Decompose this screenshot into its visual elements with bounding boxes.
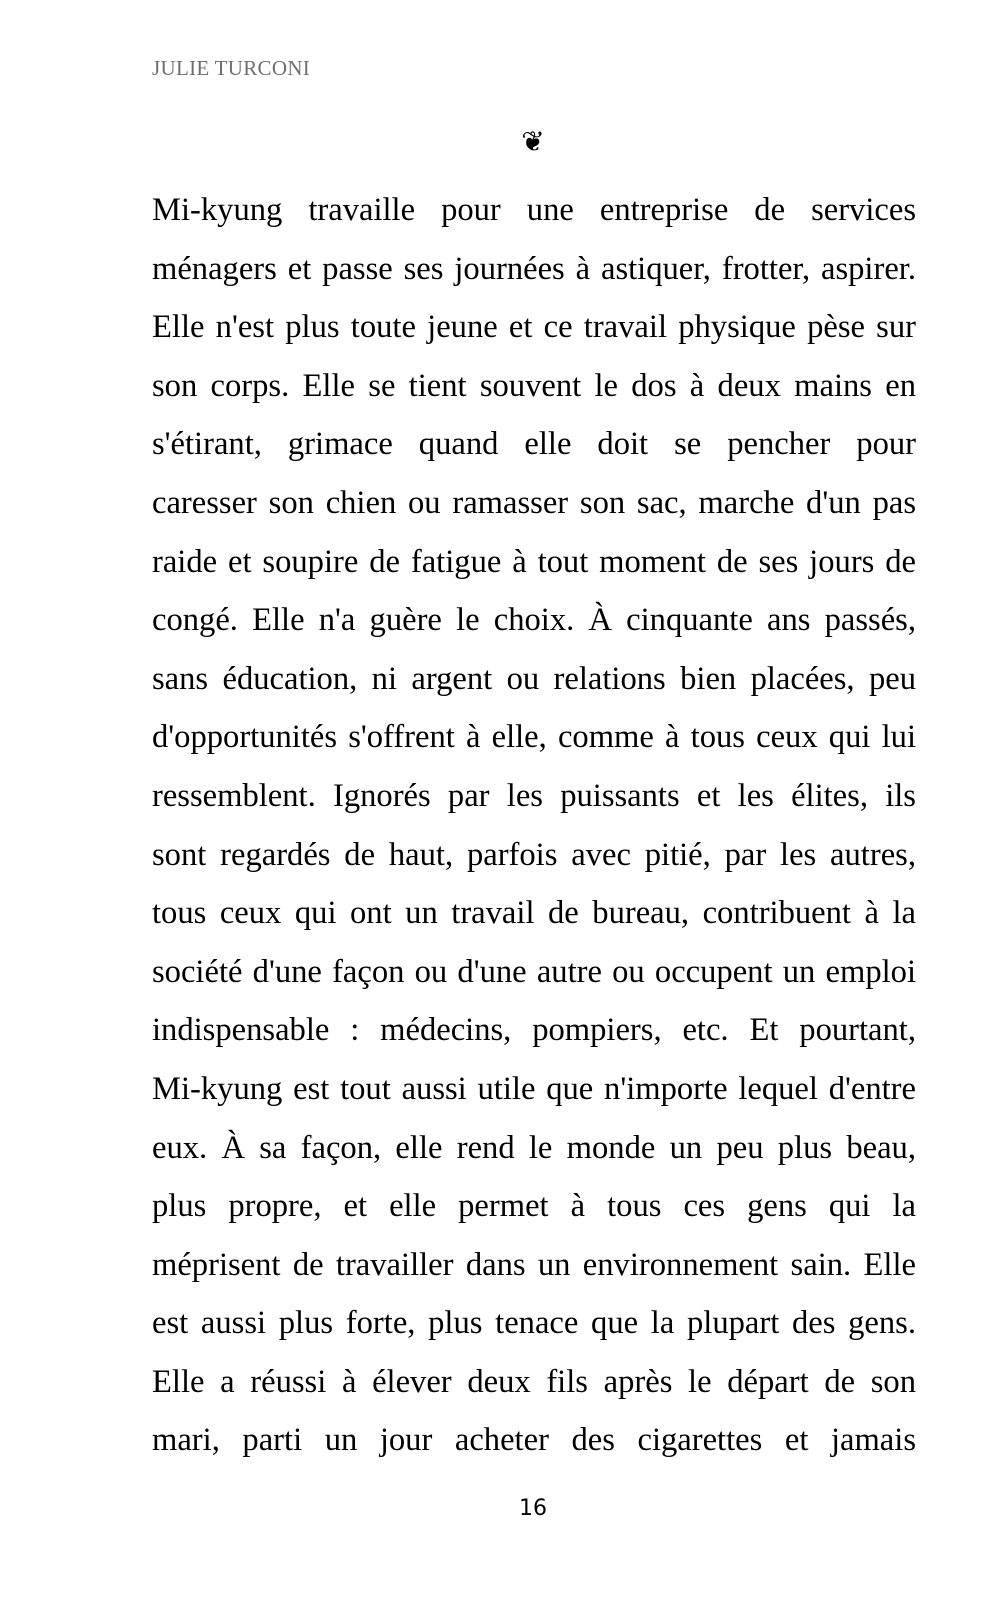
text-line: tous ceux qui ont un travail de bureau, contribuent à la [152,895,916,932]
text-line: Elle a réussi à élever deux fils après le départ de son [152,1363,916,1400]
text-line: ménagers et passe ses journées à astiquer, frotter, aspirer. [152,250,916,287]
text-line: eux. À sa façon, elle rend le monde un peu plus beau, [152,1129,916,1166]
text-line: caresser son chien ou ramasser son sac, marche d'un pas [152,484,916,521]
text-line: mari, parti un jour acheter des cigarettes et jamais [152,1422,916,1459]
text-line: ressemblent. Ignorés par les puissants et les élites, ils [152,777,916,814]
text-line: sont regardés de haut, parfois avec pitié, par les autres, [152,836,916,873]
page-number: 16 [519,1496,547,1521]
text-line: son corps. Elle se tient souvent le dos à deux mains en [152,367,916,404]
text-line: indispensable : médecins, pompiers, etc. Et pourtant, [152,1012,916,1049]
text-line: s'étirant, grimace quand elle doit se pencher pour [152,426,916,463]
text-line: raide et soupire de fatigue à tout moment de ses jours de [152,543,916,580]
text-line: est aussi plus forte, plus tenace que la plupart des gens. [152,1305,916,1342]
text-line: Mi-kyung travaille pour une entreprise de services [152,192,916,228]
text-line: sans éducation, ni argent ou relations bien placées, peu [152,660,916,697]
running-header-author: JULIE TURCONI [152,56,311,80]
text-line: méprisent de travailler dans un environnement sain. Elle [152,1246,916,1283]
text-line: Elle n'est plus toute jeune et ce travail physique pèse sur [152,309,916,346]
body-paragraph [152,181,916,1470]
text-line: plus propre, et elle permet à tous ces gens qui la [152,1188,916,1225]
text-line: congé. Elle n'a guère le choix. À cinquante ans passés, [152,602,916,639]
fleuron-ornament-icon: ❦ [521,125,545,158]
text-line: d'opportunités s'offrent à elle, comme à tous ceux qui lui [152,719,916,756]
text-line: société d'une façon ou d'une autre ou occupent un emploi [152,953,916,990]
text-line: Mi-kyung est tout aussi utile que n'importe lequel d'entre [152,1070,916,1107]
